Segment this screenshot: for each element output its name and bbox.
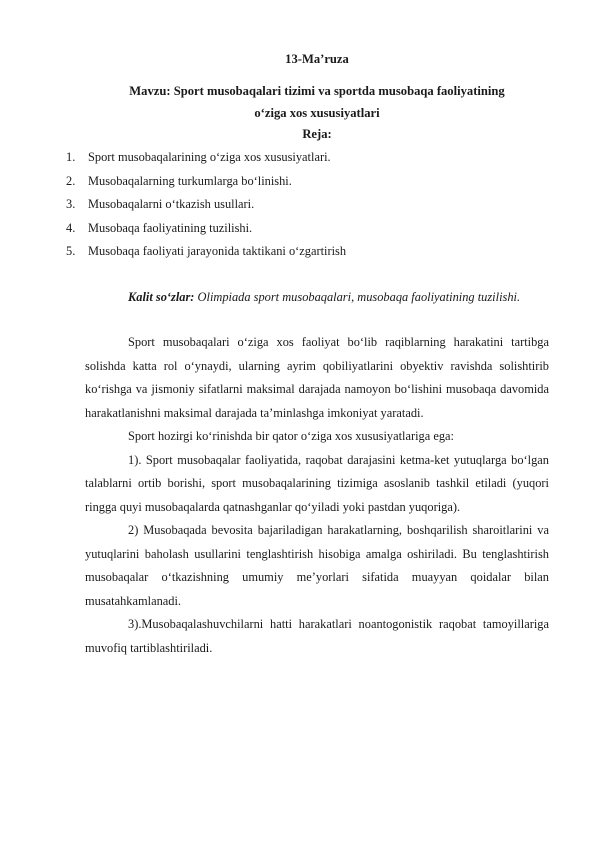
plan-item-number: 3. [66, 197, 76, 211]
plan-list [66, 146, 549, 264]
plan-item-text: Musobaqa faoliyatining tuzilishi. [88, 220, 253, 235]
plan-item-number: 4. [66, 220, 76, 235]
body-paragraph: 2) Musobaqada bevosita bajariladigan harakatlarning, boshqarilish sharoitlarini va yutuqlarini baholash usullarini tenglashtirish hisobiga amalga oshiriladi. Bu tenglashtirish musobaqalar o‘tkazishning umumiy me’yorlari sifatida muayyan qoidalar bilan musatahkamlanadi. [85, 523, 549, 608]
lecture-title: 13-Ma’ruza [285, 52, 349, 66]
body-paragraph: Sport musobaqalari o‘ziga xos faoliyat bo‘lib raqiblarning harakatini tartibga solishda katta rol o‘ynaydi, ularning ayrim qobiliyatlarini obyektiv ravishda solishtirib ko‘rishga va jismoniy sifatlarni maksimal darajada namoyon bo‘lishini musobaqa davomida harakatlanishni maksimal darajada ta’minlashga imkoniyat yaratadi. [85, 335, 549, 420]
keywords-label: Kalit so‘zlar: [128, 289, 195, 304]
plan-item [66, 146, 549, 170]
plan-item-text: Musobaqalarning turkumlarga bo‘linishi. [88, 173, 292, 188]
keywords-paragraph [85, 286, 549, 310]
keywords-text: Olimpiada sport musobaqalari, musobaqa faoliyatining tuzilishi. [197, 289, 521, 304]
document-page [66, 52, 549, 660]
plan-item [66, 217, 549, 241]
plan-item-text: Sport musobaqalarining o‘ziga xos xususiyatlari. [88, 150, 331, 164]
plan-item-number: 1. [66, 150, 76, 164]
plan-item [66, 240, 549, 264]
body-paragraph: Sport hozirgi ko‘rinishda bir qator o‘ziga xos xususiyatlariga ega: [128, 429, 454, 443]
plan-item-text: Musobaqa faoliyati jarayonida taktikani o‘zgartirish [88, 244, 347, 258]
plan-item-number: 5. [66, 244, 76, 258]
body-paragraph: 3).Musobaqalashuvchilarni hatti harakatlari noantogonistik raqobat tamoyillariga muvofiq tartiblashtiriladi. [85, 617, 549, 655]
plan-item-text: Musobaqalarni o‘tkazish usullari. [88, 197, 255, 211]
plan-heading: Reja: [302, 127, 332, 141]
body-paragraph: 1). Sport musobaqalar faoliyatida, raqobat darajasini ketma-ket yutuqlarga bo‘lgan talablarni ortib borishi, sport musobaqalarining tizimiga asoslanib tashkil etiladi (yuqori ringga quyi musobaqalarda qatnashganlar qo‘yiladi yoki pastdan yuqoriga). [85, 452, 549, 514]
plan-item [66, 170, 549, 194]
topic-line-1: Mavzu: Sport musobaqalari tizimi va sportda musobaqa faoliyatining [129, 84, 505, 98]
plan-item-number: 2. [66, 173, 76, 188]
plan-item [66, 193, 549, 217]
topic-line-2: o‘ziga xos xususiyatlari [254, 106, 380, 120]
